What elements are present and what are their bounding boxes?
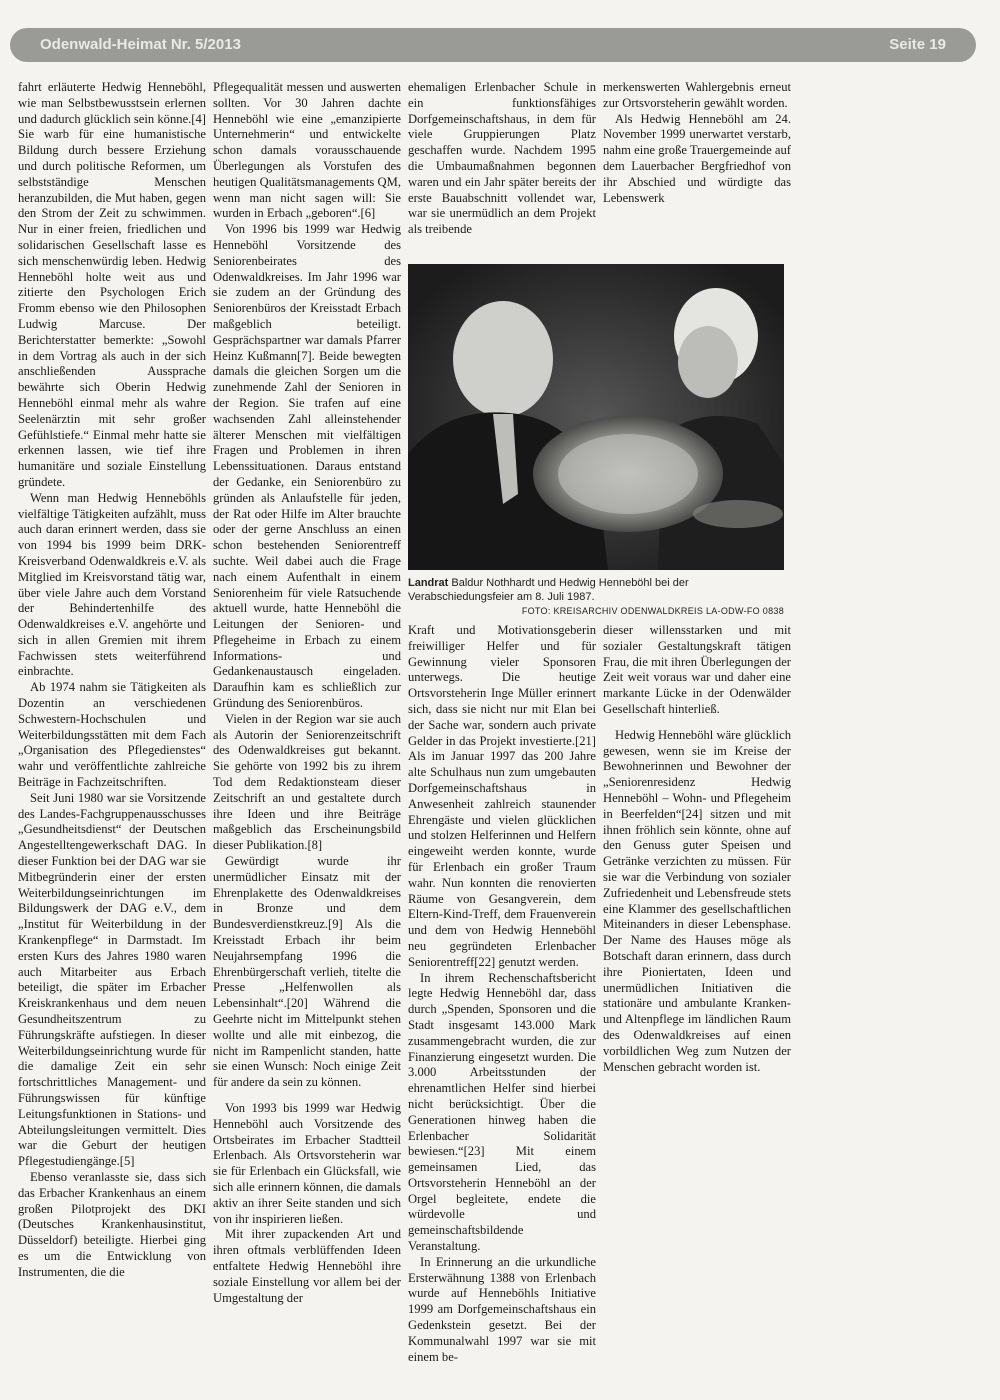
paragraph: Von 1996 bis 1999 war Hedwig Henneböhl Vorsitzende des Seniorenbeirates des Odenwaldkreises. Im Jahr 1996 war sie zudem an der Gründung des Seniorenbüros der Kreisstadt Erbach maßgeblich beteiligt. Gesprächspartner war damals Pfarrer Heinz Kußmann[7]. Beide bewegten damals die gleichen Sorgen um die zunehmende Zahl der Senioren in der Region. Sie trafen auf eine wachsenden Zahl alleinstehender älterer Menschen mit vielfältigen Fragen und Problemen in ihren Lebenssituationen. Daraus entstand der Gedanke, ein Seniorenbüro zu gründen als Anlaufstelle für jeden, der Rat oder Hilfe im Alter brauchte oder der gerne Anschluss an einen schon bestehenden Seniorentreff suchte. Weil dabei auch die Frage nach einem Aufenthalt in einem Seniorenheim für viele Ratsuchende aktuell wurde, hatte Henneböhl die Leitungen der Senioren- und Pflegeheime in Erbach zu einem Informations- und Gedankenaustausch eingeladen. Daraufhin kam es schließlich zur Gründung des Seniorenbüros. xyxy=(213,222,401,711)
photo-caption xyxy=(408,576,784,618)
paragraph: Mit ihrer zupackenden Art und ihren oftmals verblüffenden Ideen entfaltete Hedwig Henneböhl ihre soziale Einstellung vor allem bei der Umgestaltung der xyxy=(213,1227,401,1305)
paragraph: In Erinnerung an die urkundliche Ersterwähnung 1388 von Erlenbach wurde auf Henneböhls Initiative 1999 am Dorfgemeinschaftshaus ein Gedenkstein gesetzt. Bei der Kommunalwahl 1997 war sie mit einem be- xyxy=(408,1254,596,1364)
paragraph: Seit Juni 1980 war sie Vorsitzende des Landes-Fachgruppenausschusses „Gesundheitsdienst“ der Deutschen Angestelltengewerkschaft DAG. In dieser Funktion bei der DAG war sie Mitbegründerin einer der ersten Weiterbildungseinrichtungen im Bildungswerk der DAG e.V., dem „Institut für Weiterbildung in der Krankenpflege“ in Darmstadt. Im ersten Kurs des Jahres 1980 waren auch Mitarbeiter aus Erbach beteiligt, die später im Erbacher Kreiskrankenhaus und dem neuen Gesundheitszentrum zu Führungskräfte aufstiegen. In dieser Weiterbildungseinrichtung wurde für die damalige Zeit ein sehr fortschrittliches Management- und Führungswissen für künftige Leitungsfunktionen in Stations- und Abteilungsleitungen vermittelt. Dies war die Geburt der heutigen Pflegestudiengänge.[5] xyxy=(18,790,206,1169)
paragraph: merkenswerten Wahlergebnis erneut zur Ortsvorsteherin gewählt worden. xyxy=(603,80,791,110)
column-4-top xyxy=(603,80,791,248)
paragraph: Ebenso veranlasste sie, dass sich das Erbacher Krankenhaus an einem großen Pilotprojekt des DKI (Deutsches Krankenhausinstitut, Düsseldorf) beteiligte. Hierbei ging es um die Entwicklung von Instrumenten, die die xyxy=(18,1169,206,1279)
paragraph: Gewürdigt wurde ihr unermüdlicher Einsatz mit der Ehrenplakette des Odenwaldkreises in Bronze und dem Bundesverdienstkreuz.[9] Als die Kreisstadt Erbach ihr beim Neujahrsempfang 1996 die Ehrenbürgerschaft verlieh, titelte die Presse „Helfenwollen als Lebensinhalt“.[20] Während die Geehrte nicht im Mittelpunkt stehen wollte und alle mit einbezog, die nicht im Rampenlicht standen, hatte sie einen Wunsch: Noch einige Zeit für andere da sein zu können. xyxy=(213,854,401,1090)
man-head xyxy=(453,301,553,417)
photo-illustration xyxy=(408,264,784,570)
paragraph: dieser willensstarken und mit sozialer Gestaltungskraft tätigen Frau, die mit ihren Überlegungen der Zeit weit voraus war und daher eine markante Lücke in der Odenwälder Gesellschaft hinterließ. xyxy=(603,623,791,716)
column-3-bottom xyxy=(408,623,596,1380)
paragraph: Kraft und Motivationsgeberin freiwilliger Helfer und für Gewinnung vieler Sponsoren unterwegs. Die heutige Ortsvorsteherin Inge Müller erinnert sich, dass sie nicht nur mit Elan bei der Sache war, sondern auch private Gelder in das Projekt investierte.[21] Als im Januar 1997 das 200 Jahre alte Schulhaus nun zum umgebauten Dorfgemeinschaftshaus in Anwesenheit zahlreich staunender Ehrengäste und vielen glücklichen und stolzen Helferinnen und Helfern eingeweiht werden konnte, wurde für Erlenbach ein großer Traum wahr. Nun konnten die renovierten Räume von Gesangverein, dem Eltern-Kind-Treff, dem Frauenverein und dem von Hedwig Henneböhl neu gegründeten Erlenbacher Seniorentreff[22] genutzt werden. xyxy=(408,623,596,969)
photo-credit: FOTO: KREISARCHIV ODENWALDKREIS LA-ODW-FO 0838 xyxy=(521,606,784,616)
paragraph: In ihrem Rechenschaftsbericht legte Hedwig Henneböhl dar, dass durch „Spenden, Sponsoren und die Stadt insgesamt 143.000 Mark zusammengebracht wurden, die zur Finanzierung eingesetzt wurden. Die 3.000 Arbeitsstunden der ehrenamtlichen Helfer sind hierbei nicht berücksichtigt. Über die Generationen hinweg haben die Erlenbacher Solidarität bewiesen.“[23] Mit einem gemeinsamen Lied, das Ortsvorsteherin Henneböhl an der Orgel begleitete, endete die würdevolle und gemeinschaftsbildende Veranstaltung. xyxy=(408,970,596,1254)
page-number: Seite 19 xyxy=(889,36,946,53)
caption-bold: Landrat xyxy=(408,577,449,589)
caption-text: Baldur Nothhardt und Hedwig Henneböhl bei der Verabschiedungsfeier am 8. Juli 1987. xyxy=(408,577,689,603)
paragraph: Hedwig Henneböhl wäre glücklich gewesen, wenn sie im Kreise der Bewohnerinnen und Bewohner der „Seniorenresidenz Hedwig Henneböhl – Wohn- und Pflegeheim in Beerfelden“[24] sitzen und mit ihnen fröhlich sein könnte, ohne auf den Genuss guter Speisen und Getränke verzichten zu müssen. Für sie war die Verbindung von sozialer Zufriedenheit und Lebensfreude stets eine Klammer des gesellschaftlichen Miteinanders in dieser Lebensphase. Der Name des Hauses möge als Botschaft daran erinnern, dass durch ihre Pioniertaten, Ideen und unermüdlichen Initiativen die stationäre und ambulante Kranken- und Altenpflege im ländlichen Raum des Odenwaldkreises auf einen vorbildlichen Weg zum Nutzen der Menschen gebracht worden ist. xyxy=(603,727,791,1074)
paragraph: ehemaligen Erlenbacher Schule in ein funktionsfähiges Dorfgemeinschaftshaus, in dem für viele Gruppierungen Platz geschaffen wurde. Nachdem 1995 die Umbaumaßnahmen begonnen waren und ein Jahr später bereits der erste Bauabschnitt vollendet war, war sie unermüdlich an dem Projekt als treibende xyxy=(408,80,596,237)
column-1 xyxy=(18,80,206,1380)
paragraph: Pflegequalität messen und auswerten sollten. Vor 30 Jahren dachte Henneböhl wie eine „emanzipierte Unternehmerin“ und entwickelte schon damals vorausschauende Überlegungen als Vorstufen des heutigen Qualitätsmanagements QM, wenn man nicht sagen will: Sie wurden in Erbach „geboren“.[6] xyxy=(213,80,401,221)
paragraph: Als Hedwig Henneböhl am 24. November 1999 unerwartet verstarb, nahm eine große Trauergemeinde auf dem Lauerbacher Bergfriedhof von ihr Abschied und würdigte das Lebenswerk xyxy=(603,111,791,205)
woman-face xyxy=(678,326,738,398)
paragraph: Von 1993 bis 1999 war Hedwig Henneböhl auch Vorsitzende des Ortsbeirates im Erbacher Stadtteil Erlenbach. Als Ortsvorsteherin war sie für Erlenbach ein Glücksfall, wie sich alle erinnern können, die damals aktiv an ihrer Seite standen und sich von ihr inspirieren ließen. xyxy=(213,1101,401,1226)
paragraph: Vielen in der Region war sie auch als Autorin der Seniorenzeitschrift des Odenwaldkreises gut bekannt. Sie gehörte von 1992 bis zu ihrem Tod dem Redaktionsteam dieser Zeitschrift an und gestaltete durch ihre Ideen und ihre Beiträge maßgeblich das Erscheinungsbild dieser Publikation.[8] xyxy=(213,711,401,853)
column-4-bottom xyxy=(603,623,791,1380)
column-2 xyxy=(213,80,401,1380)
article-photo xyxy=(408,264,784,570)
page-header xyxy=(10,28,976,62)
publication-title: Odenwald-Heimat Nr. 5/2013 xyxy=(40,36,241,53)
paragraph: Ab 1974 nahm sie Tätigkeiten als Dozentin an verschiedenen Schwestern-Hochschulen und Weiterbildungsstätten mit dem Fach „Organisation des Pflegedienstes“ wahr und veröffentlichte zahlreiche Beiträge in Fachzeitschriften. xyxy=(18,680,206,790)
column-3-top xyxy=(408,80,596,248)
paragraph: fahrt erläuterte Hedwig Henneböhl, wie man Selbstbewusstsein erlernen und dadurch glücklich sein könne.[4] Sie warb für eine humanistische Bildung durch bessere Erziehung und durch politische Reformen, um selbstständige Menschen heranzubilden, die Mut haben, gegen den Strom der Zeit zu schwimmen. Nur in einer freien, friedlichen und solidarischen Gesellschaft lasse es sich menschenwürdig leben. Hedwig Henneböhl holte weit aus und zitierte den Psychologen Erich Fromm ebenso wie den Philosophen Ludwig Marcuse. Der Berichterstatter bemerkte: „Sowohl in dem Vortrag als auch in der sich anschließenden Aussprache bewährte sich Oberin Hedwig Henneböhl einmal mehr als wahre Seelenärztin mit sehr großer Gefühlstiefe.“ Einmal mehr hatte sie erkennen lassen, wie tief ihre humanitäre und soziale Einstellung gründete. xyxy=(18,80,206,489)
paragraph: Wenn man Hedwig Henneböhls vielfältige Tätigkeiten aufzählt, muss auch daran erinnert werden, dass sie von 1994 bis 1999 beim DRK-Kreisverband Odenwaldkreis e.V. als Mitglied im Kreisvorstand tätig war, über viele Jahre auch dem Vorstand der Behindertenhilfe des Odenwaldkreises e.V. angehörte und sich in allen Gremien mit ihrem Fachwissen stets weiterführend einbrachte. xyxy=(18,490,206,679)
